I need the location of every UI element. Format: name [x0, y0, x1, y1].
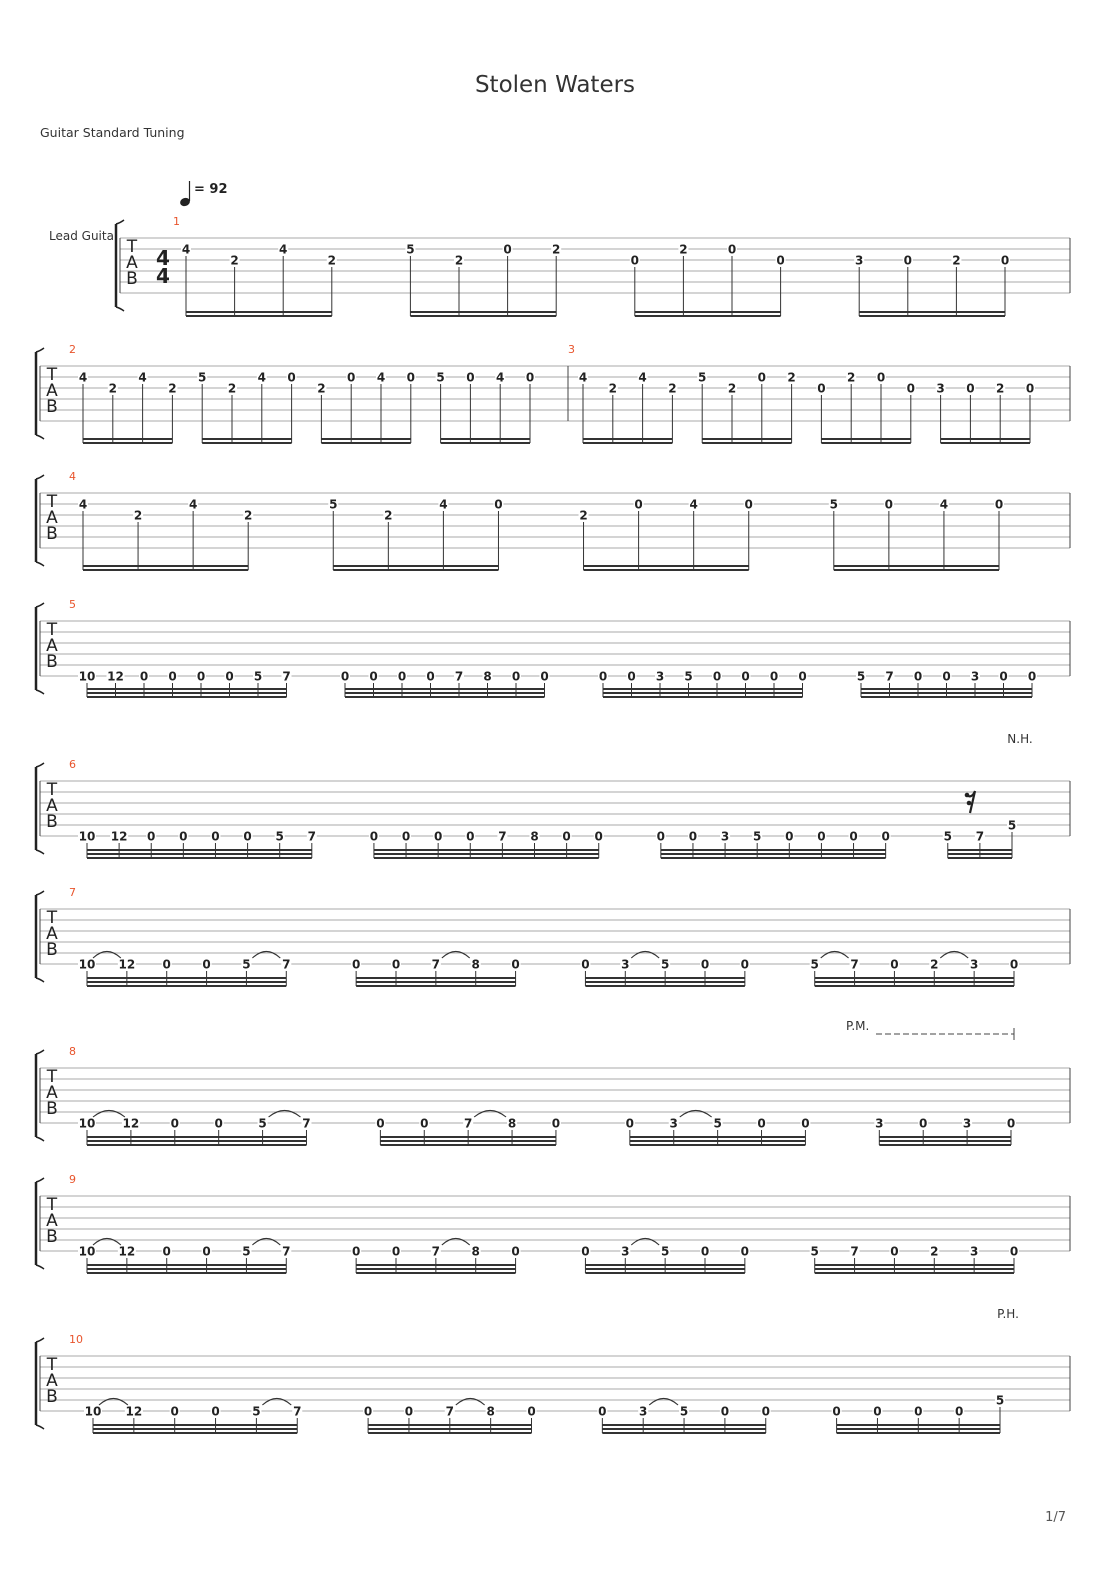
- fret-number: 10: [78, 957, 96, 972]
- tab-clef-letter: A: [46, 1211, 58, 1231]
- fret-number: 0: [147, 829, 156, 844]
- fret-number: 0: [906, 381, 915, 396]
- fret-number: 0: [913, 669, 923, 684]
- bar-number: 7: [69, 886, 76, 899]
- fret-number: 5: [198, 370, 207, 385]
- fret-number: 2: [952, 253, 961, 268]
- fret-number: 8: [471, 957, 480, 972]
- fret-number: 0: [243, 829, 252, 844]
- fret-number: 0: [369, 669, 378, 684]
- staff-bracket-bottom: [36, 1265, 44, 1269]
- fret-number: 0: [511, 957, 520, 972]
- fret-number: 5: [660, 1244, 670, 1259]
- fret-number: 7: [454, 669, 464, 684]
- fret-number: 0: [162, 957, 171, 972]
- fret-number: 0: [211, 1404, 220, 1419]
- fret-number: 0: [966, 381, 975, 396]
- fret-number: 0: [744, 497, 753, 512]
- fret-number: 5: [810, 957, 819, 972]
- tie-arc: [269, 1111, 301, 1118]
- fret-number: 4: [496, 370, 505, 385]
- tab-clef-letter: B: [46, 524, 58, 544]
- fret-number: 2: [579, 508, 588, 523]
- fret-number: 2: [454, 253, 464, 268]
- rest-dot: [967, 801, 972, 806]
- staff-bracket-top: [36, 475, 44, 479]
- fret-number: 5: [995, 1393, 1005, 1408]
- tab-clef-letter: B: [46, 652, 58, 672]
- tab-clef-letter: B: [46, 1099, 58, 1119]
- fret-number: 0: [740, 1244, 750, 1259]
- fret-number: 5: [713, 1116, 722, 1131]
- tab-clef-letter: A: [46, 924, 58, 944]
- fret-number: 0: [562, 829, 571, 844]
- tie-arc: [93, 1239, 121, 1246]
- staff-bracket-top: [36, 1178, 44, 1182]
- fret-number: 0: [727, 242, 737, 257]
- fret-number: 3: [720, 829, 730, 844]
- fret-number: 0: [598, 669, 608, 684]
- fret-number: 12: [125, 1404, 143, 1419]
- fret-number: 0: [903, 253, 912, 268]
- fret-number: 3: [621, 1244, 630, 1259]
- palm-mute-label: P.M.: [846, 1019, 870, 1033]
- fret-number: 0: [942, 669, 951, 684]
- fret-number: 0: [1006, 1116, 1016, 1131]
- staff-bracket-bottom: [36, 1425, 44, 1429]
- fret-number: 5: [684, 669, 693, 684]
- fret-number: 8: [507, 1116, 517, 1131]
- fret-number: 2: [787, 370, 796, 385]
- fret-number: 0: [162, 1244, 171, 1259]
- fret-number: 2: [384, 508, 393, 523]
- staff-bracket-top: [36, 1050, 44, 1054]
- fret-number: 8: [530, 829, 539, 844]
- fret-number: 0: [466, 829, 475, 844]
- fret-number: 0: [884, 497, 894, 512]
- fret-number: 0: [1009, 1244, 1019, 1259]
- fret-number: 0: [581, 957, 590, 972]
- rest-dot: [965, 793, 970, 798]
- fret-number: 7: [282, 669, 291, 684]
- fret-number: 0: [525, 370, 535, 385]
- fret-number: 7: [282, 1244, 291, 1259]
- fret-number: 0: [1025, 381, 1035, 396]
- fret-number: 0: [527, 1404, 536, 1419]
- fret-number: 2: [930, 957, 939, 972]
- fret-number: 4: [439, 497, 448, 512]
- fret-number: 5: [436, 370, 445, 385]
- staff-bracket-top: [36, 891, 44, 895]
- fret-number: 5: [679, 1404, 689, 1419]
- bar-number: 3: [568, 343, 575, 356]
- fret-number: 0: [391, 1244, 401, 1259]
- fret-number: 0: [999, 669, 1008, 684]
- fret-number: 5: [1007, 818, 1017, 833]
- tie-arc: [252, 1239, 280, 1246]
- bar-number: 8: [69, 1045, 76, 1058]
- fret-number: 0: [466, 370, 475, 385]
- fret-number: 3: [970, 669, 980, 684]
- fret-number: 0: [211, 829, 220, 844]
- fret-number: 4: [257, 370, 266, 385]
- tie-arc: [631, 1239, 659, 1246]
- fret-number: 0: [919, 1116, 928, 1131]
- fret-number: 0: [196, 669, 206, 684]
- tab-clef-letter: T: [46, 365, 58, 385]
- score-title: Stolen Waters: [474, 72, 636, 98]
- fret-number: 0: [511, 669, 521, 684]
- fret-number: 10: [78, 829, 96, 844]
- fret-number: 12: [122, 1116, 140, 1131]
- tie-arc: [474, 1111, 506, 1118]
- fret-number: 5: [242, 957, 251, 972]
- fret-number: 2: [317, 381, 326, 396]
- fret-number: 5: [252, 1404, 261, 1419]
- tab-clef-letter: A: [46, 508, 58, 528]
- fret-number: 0: [700, 1244, 710, 1259]
- fret-number: 0: [594, 829, 603, 844]
- tab-clef-letter: A: [46, 1083, 58, 1103]
- fret-number: 5: [810, 1244, 819, 1259]
- fret-number: 4: [376, 370, 386, 385]
- fret-number: 0: [351, 1244, 361, 1259]
- tab-clef-letter: A: [46, 1371, 58, 1391]
- fret-number: 10: [78, 1116, 96, 1131]
- fret-number: 4: [78, 497, 88, 512]
- tie-arc: [821, 952, 849, 959]
- fret-number: 0: [391, 957, 401, 972]
- fret-number: 4: [939, 497, 949, 512]
- tie-arc: [93, 952, 121, 959]
- fret-number: 10: [84, 1404, 102, 1419]
- tab-clef-letter: A: [46, 636, 58, 656]
- staff-bracket-bottom: [36, 978, 44, 982]
- fret-number: 4: [578, 370, 588, 385]
- fret-number: 0: [873, 1404, 882, 1419]
- fret-number: 0: [849, 829, 858, 844]
- fret-number: 5: [329, 497, 338, 512]
- fret-number: 0: [404, 1404, 414, 1419]
- fret-number: 0: [397, 669, 407, 684]
- fret-number: 2: [996, 381, 1005, 396]
- fret-number: 4: [181, 242, 191, 257]
- bar-number: 5: [69, 598, 76, 611]
- fret-number: 2: [133, 508, 143, 523]
- fret-number: 7: [850, 957, 859, 972]
- fret-number: 4: [689, 497, 698, 512]
- fret-number: 5: [406, 242, 415, 257]
- fret-number: 0: [634, 497, 643, 512]
- fret-number: 0: [433, 829, 443, 844]
- fret-number: 2: [244, 508, 253, 523]
- fret-number: 12: [107, 669, 124, 684]
- fret-number: 0: [511, 1244, 520, 1259]
- fret-number: 0: [551, 1116, 561, 1131]
- tab-clef-letter: B: [46, 940, 58, 960]
- fret-number: 0: [769, 669, 779, 684]
- fret-number: 0: [994, 497, 1004, 512]
- tab-clef-letter: T: [46, 620, 58, 640]
- fret-number: 0: [720, 1404, 730, 1419]
- tab-clef-letter: T: [46, 1355, 58, 1375]
- tuning-label: Guitar Standard Tuning: [40, 125, 185, 140]
- fret-number: 0: [881, 829, 890, 844]
- fret-number: 0: [170, 1404, 179, 1419]
- time-signature-top: 4: [156, 246, 170, 270]
- fret-number: 0: [540, 669, 549, 684]
- fret-number: 8: [483, 669, 492, 684]
- fret-number: 7: [307, 829, 316, 844]
- fret-number: 5: [856, 669, 866, 684]
- fret-number: 0: [890, 1244, 899, 1259]
- fret-number: 4: [638, 370, 647, 385]
- fret-number: 0: [1027, 669, 1037, 684]
- tie-arc: [442, 1239, 470, 1246]
- fret-number: 5: [242, 1244, 251, 1259]
- fret-number: 7: [302, 1116, 311, 1131]
- fret-number: 0: [1000, 253, 1010, 268]
- tab-clef-letter: T: [46, 780, 58, 800]
- fret-number: 0: [914, 1404, 923, 1419]
- fret-number: 5: [943, 829, 952, 844]
- fret-number: 7: [975, 829, 985, 844]
- staff-bracket-bottom: [36, 850, 44, 854]
- fret-number: 2: [930, 1244, 939, 1259]
- tab-clef-letter: B: [46, 1387, 58, 1407]
- bar-number: 9: [69, 1173, 76, 1186]
- staff-bracket-bottom: [36, 690, 44, 694]
- fret-number: 0: [494, 497, 503, 512]
- fret-number: 0: [761, 1404, 770, 1419]
- fret-number: 7: [282, 957, 291, 972]
- fret-number: 0: [168, 669, 177, 684]
- fret-number: 0: [757, 1116, 766, 1131]
- fret-number: 0: [627, 669, 636, 684]
- fret-number: 0: [351, 957, 361, 972]
- fret-number: 0: [202, 957, 211, 972]
- fret-number: 12: [118, 1244, 136, 1259]
- fret-number: 2: [608, 381, 617, 396]
- fret-number: 0: [757, 370, 766, 385]
- fret-number: 7: [850, 1244, 859, 1259]
- fret-number: 0: [139, 669, 149, 684]
- fret-number: 5: [698, 370, 707, 385]
- bar-number: 10: [69, 1333, 83, 1346]
- tab-clef-letter: T: [46, 1067, 58, 1087]
- fret-number: 8: [471, 1244, 480, 1259]
- tab-clef-letter: T: [46, 908, 58, 928]
- fret-number: 0: [214, 1116, 223, 1131]
- fret-number: 5: [829, 497, 838, 512]
- fret-number: 0: [798, 669, 807, 684]
- tie-arc: [631, 952, 659, 959]
- fret-number: 12: [118, 957, 136, 972]
- fret-number: 0: [202, 1244, 211, 1259]
- tie-arc: [940, 952, 968, 959]
- fret-number: 0: [503, 242, 512, 257]
- fret-number: 0: [630, 253, 639, 268]
- fret-number: 10: [78, 669, 96, 684]
- fret-number: 0: [376, 1116, 385, 1131]
- fret-number: 0: [420, 1116, 429, 1131]
- fret-number: 3: [621, 957, 630, 972]
- fret-number: 0: [401, 829, 411, 844]
- fret-number: 4: [279, 242, 288, 257]
- time-signature-bottom: 4: [156, 264, 170, 288]
- staff-bracket-bottom: [36, 1137, 44, 1141]
- fret-number: 0: [170, 1116, 179, 1131]
- staff-bracket-bottom: [36, 435, 44, 439]
- tempo-marking: = 92: [194, 182, 228, 197]
- fret-number: 3: [969, 1244, 979, 1259]
- instrument-label: Lead Guita: [49, 229, 114, 243]
- fret-number: 0: [688, 829, 698, 844]
- tab-clef-letter: B: [46, 1227, 58, 1247]
- tab-clef-letter: T: [126, 237, 138, 257]
- fret-number: 12: [110, 829, 128, 844]
- fret-number: 2: [679, 242, 688, 257]
- staff-bracket-bottom: [36, 562, 44, 566]
- fret-number: 8: [486, 1404, 495, 1419]
- tab-clef-letter: A: [46, 381, 58, 401]
- fret-number: 0: [712, 669, 722, 684]
- fret-number: 5: [660, 957, 670, 972]
- fret-number: 5: [253, 669, 263, 684]
- fret-number: 2: [230, 253, 239, 268]
- fret-number: 2: [327, 253, 336, 268]
- tab-clef-letter: B: [46, 812, 58, 832]
- fret-number: 0: [817, 381, 826, 396]
- fret-number: 0: [406, 370, 415, 385]
- staff-bracket-top: [36, 1338, 44, 1342]
- tie-arc: [252, 952, 280, 959]
- fret-number: 10: [78, 1244, 96, 1259]
- fret-number: 2: [847, 370, 856, 385]
- fret-number: 7: [463, 1116, 473, 1131]
- fret-number: 2: [227, 381, 237, 396]
- fret-number: 0: [363, 1404, 373, 1419]
- fret-number: 0: [776, 253, 785, 268]
- fret-number: 0: [832, 1404, 841, 1419]
- bar-number: 2: [69, 343, 76, 356]
- fret-number: 2: [668, 381, 677, 396]
- bar-number: 6: [69, 758, 76, 771]
- fret-number: 0: [287, 370, 296, 385]
- tab-clef-letter: T: [46, 1195, 58, 1215]
- fret-number: 3: [962, 1116, 972, 1131]
- fret-number: 3: [855, 253, 864, 268]
- fret-number: 0: [426, 669, 435, 684]
- fret-number: 0: [801, 1116, 810, 1131]
- tab-clef-letter: B: [46, 397, 58, 417]
- tie-arc: [649, 1399, 678, 1406]
- staff-bracket-bottom: [116, 307, 124, 311]
- staff-bracket-top: [36, 763, 44, 767]
- fret-number: 7: [431, 1244, 441, 1259]
- staff-bracket-top: [36, 603, 44, 607]
- fret-number: 3: [669, 1116, 678, 1131]
- fret-number: 2: [108, 381, 117, 396]
- fret-number: 3: [639, 1404, 648, 1419]
- fret-number: 5: [753, 829, 762, 844]
- fret-number: 0: [785, 829, 794, 844]
- fret-number: 7: [498, 829, 507, 844]
- fret-number: 4: [78, 370, 88, 385]
- fret-number: 3: [875, 1116, 884, 1131]
- fret-number: 0: [890, 957, 899, 972]
- fret-number: 3: [655, 669, 665, 684]
- fret-number: 7: [293, 1404, 302, 1419]
- fret-number: 0: [1009, 957, 1019, 972]
- tie-arc: [442, 952, 470, 959]
- fret-number: 7: [431, 957, 441, 972]
- fret-number: 0: [347, 370, 356, 385]
- tie-arc: [680, 1111, 712, 1118]
- fret-number: 5: [258, 1116, 267, 1131]
- fret-number: 0: [876, 370, 886, 385]
- fret-number: 0: [369, 829, 379, 844]
- natural-harmonic-label: N.H.: [1007, 732, 1033, 746]
- tab-clef-letter: A: [46, 796, 58, 816]
- fret-number: 2: [552, 242, 561, 257]
- fret-number: 3: [969, 957, 979, 972]
- tab-clef-letter: A: [126, 253, 138, 273]
- fret-number: 2: [168, 381, 177, 396]
- fret-number: 0: [581, 1244, 590, 1259]
- fret-number: 5: [275, 829, 284, 844]
- fret-number: 0: [741, 669, 750, 684]
- fret-number: 0: [700, 957, 710, 972]
- fret-number: 0: [625, 1116, 635, 1131]
- tie-arc: [99, 1399, 128, 1406]
- staff-bracket-top: [116, 220, 124, 224]
- fret-number: 3: [936, 381, 945, 396]
- fret-number: 4: [188, 497, 198, 512]
- fret-number: 4: [138, 370, 147, 385]
- bar-number: 1: [173, 215, 180, 228]
- fret-number: 0: [656, 829, 666, 844]
- fret-number: 0: [598, 1404, 607, 1419]
- fret-number: 0: [225, 669, 234, 684]
- tie-arc: [93, 1111, 125, 1118]
- fret-number: 0: [740, 957, 750, 972]
- fret-number: 0: [954, 1404, 964, 1419]
- pinch-harmonic-label: P.H.: [997, 1307, 1019, 1321]
- fret-number: 2: [727, 381, 737, 396]
- staff-bracket-top: [36, 348, 44, 352]
- fret-number: 0: [817, 829, 826, 844]
- fret-number: 0: [340, 669, 350, 684]
- fret-number: 0: [179, 829, 188, 844]
- tie-arc: [456, 1399, 485, 1406]
- fret-number: 7: [885, 669, 894, 684]
- tie-arc: [262, 1399, 291, 1406]
- fret-number: 7: [445, 1404, 454, 1419]
- tab-clef-letter: B: [126, 269, 138, 289]
- bar-number: 4: [69, 470, 76, 483]
- page-number: 1/7: [1045, 1510, 1066, 1525]
- tab-clef-letter: T: [46, 492, 58, 512]
